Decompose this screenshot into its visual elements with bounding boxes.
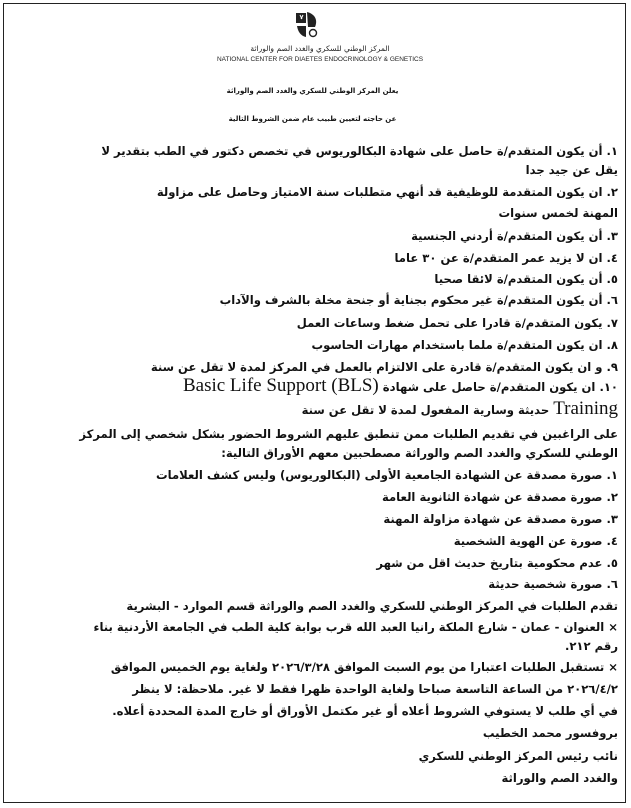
signatory-name: بروفسور محمد الخطيب [482,726,618,740]
condition-2: ٢. ان يكون المتقدمة للوظيفية قد أنهي متطلبات سنة الامتياز وحاصل على مزاولة [156,185,618,199]
condition-9: ٩. و ان يكون المتقدم/ة قادرة على الالتزام بالعمل في المركز لمدة لا تقل عن سنة [150,360,618,374]
address-continued: رقم ٢١٢. [564,639,618,653]
application-note-continued: في أي طلب لا يستوفي الشروط أعلاه أو غير مكتمل الأوراق أو خارج المدة المحددة أعلاه. [112,704,618,718]
center-name-arabic: المركز الوطني للسكري والغدد الصم والوراثة [250,44,390,53]
announcement-title: يعلن المركز الوطني للسكري والغدد الصم والوراثة [226,87,399,95]
document-6: ٦. صورة شخصية حديثة [488,577,618,591]
document-4: ٤. صورة عن الهوية الشخصية [453,534,618,548]
signatory-title-continued: والغدد الصم والوراثة [501,771,618,785]
application-hours-note: ٢٠٢٦/٤/٢ من الساعة التاسعة صباحا ولغاية الواحدة ظهرا فقط لا غير. ملاحظة: لا ينظر [132,682,618,696]
condition-10-validity: حديثة وسارية المفعول لمدة لا تقل عن سنة [301,403,550,417]
condition-5: ٥. أن يكون المتقدم/ة لائقا صحيا [434,272,618,286]
applicants-instruction: على الراغبين في تقديم الطلبات ممن تنطبق عليهم الشروط الحضور بشكل شخصي إلى المركز [79,427,618,441]
condition-10-continued [302,397,618,422]
condition-7: ٧. يكون المتقدم/ة قادرا على تحمل ضغط وساعات العمل [296,316,618,330]
document-5: ٥. عدم محكومية بتاريخ حديث اقل من شهر [376,556,618,570]
center-name-english: NATIONAL CENTER FOR DIAETES ENDOCRINOLOGY & GENETICS [216,56,424,63]
document-3: ٣. صورة مصدقة عن شهادة مزاولة المهنة [383,512,618,526]
document-2: ٢. صورة مصدقة عن شهادة الثانوية العامة [381,490,618,504]
document-1: ١. صورة مصدقة عن الشهادة الجامعية الأولى (البكالوريوس) وليس كشف العلامات [155,468,618,482]
application-period: × تستقبل الطلبات اعتبارا من يوم السبت الموافق ٢٠٢٦/٣/٢٨ ولغاية يوم الخميس الموافق [110,660,618,674]
condition-4: ٤. ان لا يزيد عمر المتقدم/ة عن ٣٠ عاما [394,251,618,265]
submission-location: تقدم الطلبات في المركز الوطني للسكري والغدد الصم والوراثة قسم الموارد - البشرية [126,599,618,613]
signatory-title: نائب رئيس المركز الوطني للسكري [418,749,618,763]
condition-6: ٦. أن يكون المتقدم/ة غير محكوم بجناية أو جنحة مخلة بالشرف والآداب [219,293,618,307]
condition-10-training: Training [553,398,618,419]
condition-1-continued: يقل عن جيد جدا [525,163,618,177]
announcement-subtitle: عن حاجته لتعيين طبيب عام ضمن الشروط التالية [228,115,397,123]
center-logo-icon [293,10,321,40]
condition-10-text: ١٠. ان يكون المتقدم/ة حاصل على شهادة [382,380,618,394]
condition-3: ٣. أن يكون المتقدم/ة أردني الجنسية [411,229,618,243]
condition-2-continued: المهنة لخمس سنوات [498,206,618,220]
center-logo [205,10,435,70]
condition-10-bls: Basic Life Support (BLS) [182,375,379,396]
condition-10 [183,374,618,399]
address: × العنوان - عمان - شارع الملكة رانيا العبد الله قرب بوابة كلية الطب في الجامعة الأردنية بناء [93,620,618,634]
condition-1: ١. أن يكون المتقدم/ة حاصل على شهادة البكالوريوس في تخصص دكتور في الطب بتقدير لا [101,144,618,158]
applicants-instruction-continued: الوطني للسكري والغدد الصم والوراثة مصطحبين معهم الأوراق التالية: [221,446,618,460]
condition-8: ٨. ان يكون المتقدم/ة ملما باستخدام مهارات الحاسوب [311,338,618,352]
